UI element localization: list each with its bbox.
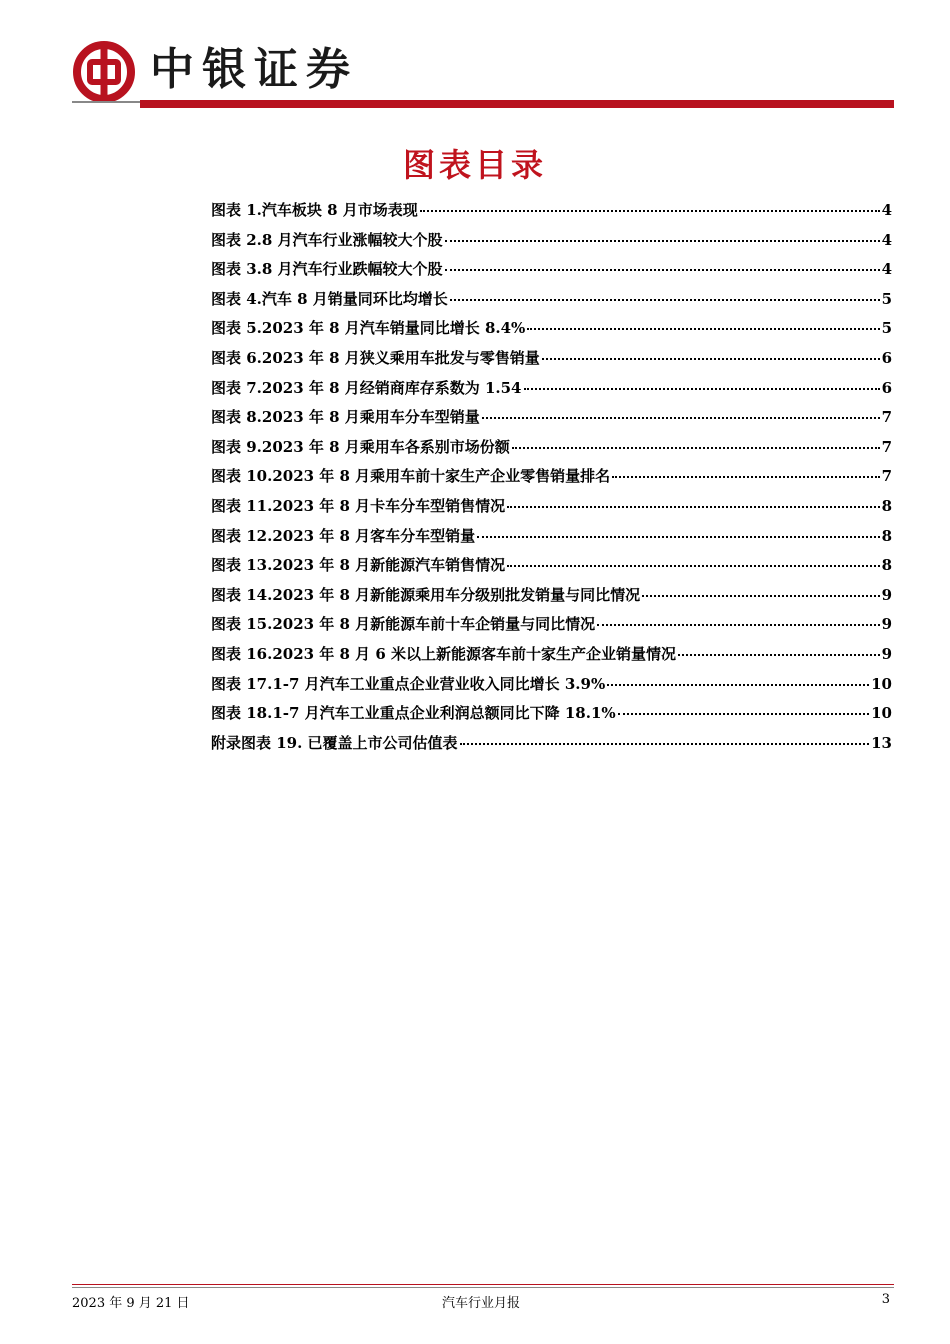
toc-entry-label[interactable]: 图表 12.2023 年 8 月客车分车型销量 <box>211 526 476 545</box>
toc-entry[interactable] <box>211 436 892 466</box>
toc-dot-leader <box>420 209 880 212</box>
toc-entry[interactable] <box>211 317 892 347</box>
bank-of-china-logo-icon <box>72 40 136 104</box>
toc-entry-page[interactable]: 5 <box>881 289 892 308</box>
toc-entry-page[interactable]: 7 <box>881 437 892 456</box>
toc-dot-leader <box>607 683 869 686</box>
toc-entry-page[interactable]: 6 <box>881 348 892 367</box>
header-rule-grey <box>72 101 140 103</box>
toc-entry[interactable] <box>211 465 892 495</box>
toc-entry-label[interactable]: 图表 6.2023 年 8 月狭义乘用车批发与零售销量 <box>211 348 540 367</box>
toc-dot-leader <box>477 535 879 538</box>
footer-rule-secondary <box>72 1287 894 1288</box>
toc-entry-page[interactable]: 9 <box>881 585 892 604</box>
toc-entry-label[interactable]: 图表 8.2023 年 8 月乘用车分车型销量 <box>211 408 480 427</box>
toc-entry-label[interactable]: 图表 3.8 月汽车行业跌幅较大个股 <box>211 260 443 279</box>
toc-entry-page[interactable]: 6 <box>881 378 892 397</box>
toc-entry-page[interactable]: 10 <box>871 704 892 723</box>
toc-dot-leader <box>507 505 879 508</box>
toc-entry[interactable] <box>211 495 892 525</box>
toc-entry-label[interactable]: 图表 2.8 月汽车行业涨幅较大个股 <box>211 230 443 249</box>
footer-date: 2023 年 9 月 21 日 <box>72 1296 190 1311</box>
header-rule-red <box>140 100 894 108</box>
toc-dot-leader <box>450 298 880 301</box>
toc-entry-label[interactable]: 图表 4.汽车 8 月销量同环比均增长 <box>211 289 448 308</box>
toc-entry-label[interactable]: 图表 7.2023 年 8 月经销商库存系数为 1.54 <box>211 378 522 397</box>
toc-dot-leader <box>524 387 880 390</box>
toc-entry[interactable] <box>211 347 892 377</box>
toc-dot-leader <box>482 416 880 419</box>
toc-dot-leader <box>597 623 879 626</box>
toc-dot-leader <box>460 742 870 745</box>
toc-entry[interactable] <box>211 554 892 584</box>
toc-entry-page[interactable]: 9 <box>881 644 892 663</box>
toc-dot-leader <box>642 594 879 597</box>
toc-entry[interactable] <box>211 199 892 229</box>
toc-entry-label[interactable]: 附录图表 19. 已覆盖上市公司估值表 <box>211 733 458 752</box>
toc-entry-page[interactable]: 4 <box>881 230 892 249</box>
toc-entry-page[interactable]: 9 <box>881 615 892 634</box>
toc-entry-label[interactable]: 图表 9.2023 年 8 月乘用车各系别市场份额 <box>211 437 510 456</box>
toc-entry-label[interactable]: 图表 17.1-7 月汽车工业重点企业营业收入同比增长 3.9% <box>211 674 606 693</box>
toc-dot-leader <box>445 239 880 242</box>
toc-entry[interactable] <box>211 377 892 407</box>
toc-entry[interactable] <box>211 584 892 614</box>
toc-entry-label[interactable]: 图表 14.2023 年 8 月新能源乘用车分级别批发销量与同比情况 <box>211 585 641 604</box>
footer-report-type: 汽车行业月报 <box>441 1296 520 1311</box>
toc-entry[interactable] <box>211 288 892 318</box>
toc-entry-page[interactable]: 8 <box>881 556 892 575</box>
toc-entry-page[interactable]: 10 <box>871 674 892 693</box>
toc-dot-leader <box>445 268 880 271</box>
toc-entry[interactable] <box>211 673 892 703</box>
toc-entry-page[interactable]: 5 <box>881 319 892 338</box>
toc-entry-label[interactable]: 图表 15.2023 年 8 月新能源车前十车企销量与同比情况 <box>211 615 596 634</box>
toc-entry-page[interactable]: 4 <box>881 260 892 279</box>
toc-entry-label[interactable]: 图表 16.2023 年 8 月 6 米以上新能源客车前十家生产企业销量情况 <box>211 644 677 663</box>
toc-dot-leader <box>618 712 869 715</box>
toc-entry-page[interactable]: 13 <box>871 733 892 752</box>
page-footer <box>72 1292 890 1312</box>
toc-dot-leader <box>542 357 880 360</box>
toc-dot-leader <box>678 653 880 656</box>
toc-entry[interactable] <box>211 643 892 673</box>
toc-entry-label[interactable]: 图表 5.2023 年 8 月汽车销量同比增长 8.4% <box>211 319 526 338</box>
toc-entry-page[interactable]: 8 <box>881 496 892 515</box>
footer-rule <box>72 1284 894 1285</box>
toc-entry[interactable] <box>211 229 892 259</box>
toc-entry-page[interactable]: 8 <box>881 526 892 545</box>
toc-entry-label[interactable]: 图表 11.2023 年 8 月卡车分车型销售情况 <box>211 496 506 515</box>
page-header <box>72 34 894 110</box>
toc-entry-label[interactable]: 图表 13.2023 年 8 月新能源汽车销售情况 <box>211 556 506 575</box>
footer-page-number: 3 <box>881 1292 890 1307</box>
toc-entry-page[interactable]: 4 <box>881 201 892 219</box>
toc-entry-label[interactable]: 图表 18.1-7 月汽车工业重点企业利润总额同比下降 18.1% <box>211 704 616 723</box>
toc-entry-page[interactable]: 7 <box>881 408 892 427</box>
toc-entry[interactable] <box>211 525 892 555</box>
toc-dot-leader <box>612 475 879 478</box>
toc-entry-label[interactable]: 图表 10.2023 年 8 月乘用车前十家生产企业零售销量排名 <box>211 467 611 486</box>
toc-dot-leader <box>507 564 879 567</box>
toc-entry-label[interactable]: 图表 1.汽车板块 8 月市场表现 <box>211 201 418 219</box>
toc-entry[interactable] <box>211 406 892 436</box>
toc-entry[interactable] <box>211 702 892 732</box>
toc-entry-page[interactable]: 7 <box>881 467 892 486</box>
toc-dot-leader <box>512 446 880 449</box>
toc-entry[interactable] <box>211 732 892 762</box>
brand-name: 中银证券 <box>150 44 358 95</box>
toc-title: 图表目录 <box>402 146 547 184</box>
toc-entry[interactable] <box>211 258 892 288</box>
toc-dot-leader <box>527 327 879 330</box>
toc-entry[interactable] <box>211 613 892 643</box>
toc-list <box>211 199 892 761</box>
